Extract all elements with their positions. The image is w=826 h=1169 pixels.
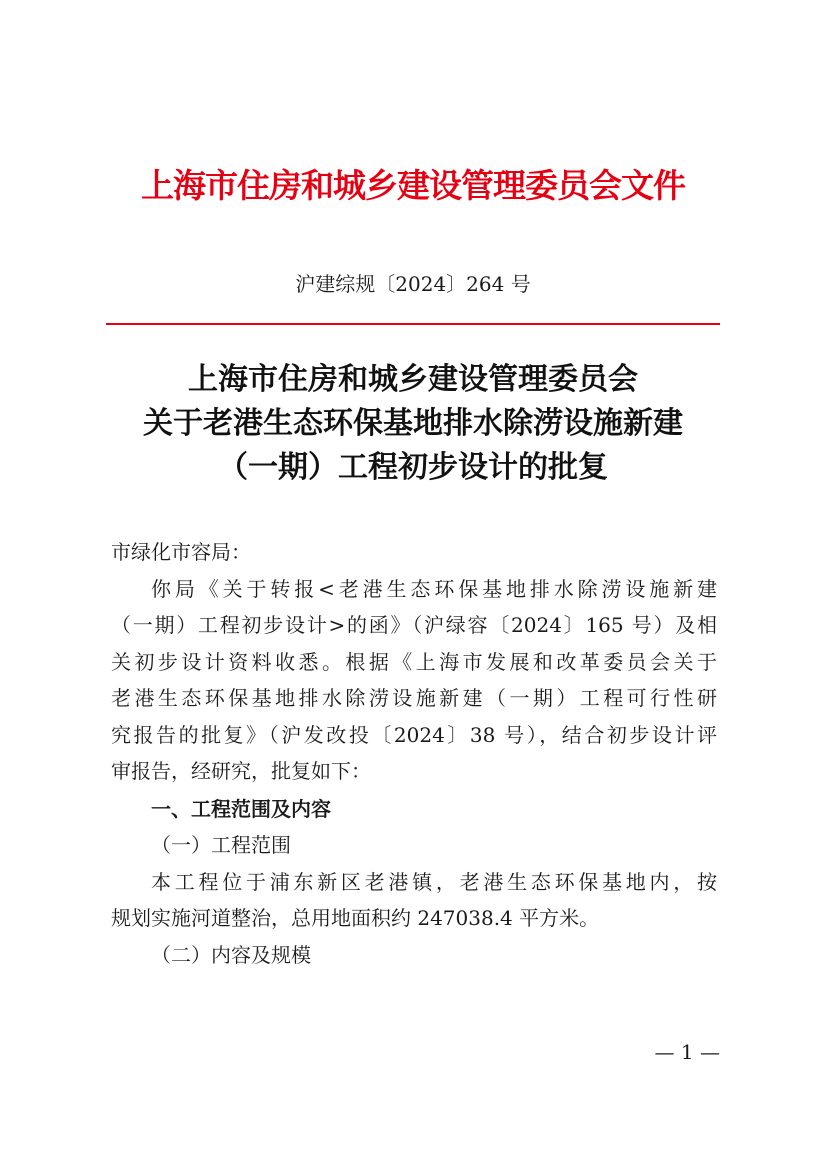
title-line-3: （一期）工程初步设计的批复 bbox=[218, 450, 608, 485]
paragraph-1-line-4: 老港生态环保基地排水除涝设施新建（一期）工程可行性研 bbox=[111, 686, 717, 710]
subsection-1-line-1: 本工程位于浦东新区老港镇，老港生态环保基地内，按 bbox=[151, 869, 717, 894]
document-body bbox=[111, 534, 717, 973]
page-number: — 1 — bbox=[654, 1040, 720, 1064]
paragraph-1-line-1: 你局《关于转报<老港生态环保基地排水除涝设施新建 bbox=[151, 576, 717, 601]
subsection-2-heading: （二）内容及规模 bbox=[151, 942, 311, 967]
document-title bbox=[0, 358, 826, 490]
subsection-1-heading: （一）工程范围 bbox=[151, 833, 291, 857]
title-line-2: 关于老港生态环保基地排水除涝设施新建 bbox=[143, 406, 683, 441]
subsection-1-line-2: 规划实施河道整治，总用地面积约 247038.4 平方米。 bbox=[111, 906, 600, 930]
paragraph-1-line-2: （一期）工程初步设计>的函》（沪绿容〔2024〕165 号）及相 bbox=[111, 613, 717, 637]
section-1-heading: 一、工程范围及内容 bbox=[151, 796, 331, 821]
red-separator-line bbox=[106, 323, 720, 325]
paragraph-1-line-6: 审报告，经研究，批复如下： bbox=[111, 759, 371, 783]
paragraph-1-line-3: 关初步设计资料收悉。根据《上海市发展和改革委员会关于 bbox=[111, 649, 717, 674]
document-number: 沪建综规〔2024〕264 号 bbox=[295, 272, 531, 296]
title-line-1: 上海市住房和城乡建设管理委员会 bbox=[188, 362, 638, 397]
paragraph-1-line-5: 究报告的批复》（沪发改投〔2024〕38 号），结合初步设计评 bbox=[111, 722, 717, 747]
letterhead-title: 上海市住房和城乡建设管理委员会文件 bbox=[141, 166, 685, 205]
addressee: 市绿化市容局： bbox=[111, 540, 251, 564]
